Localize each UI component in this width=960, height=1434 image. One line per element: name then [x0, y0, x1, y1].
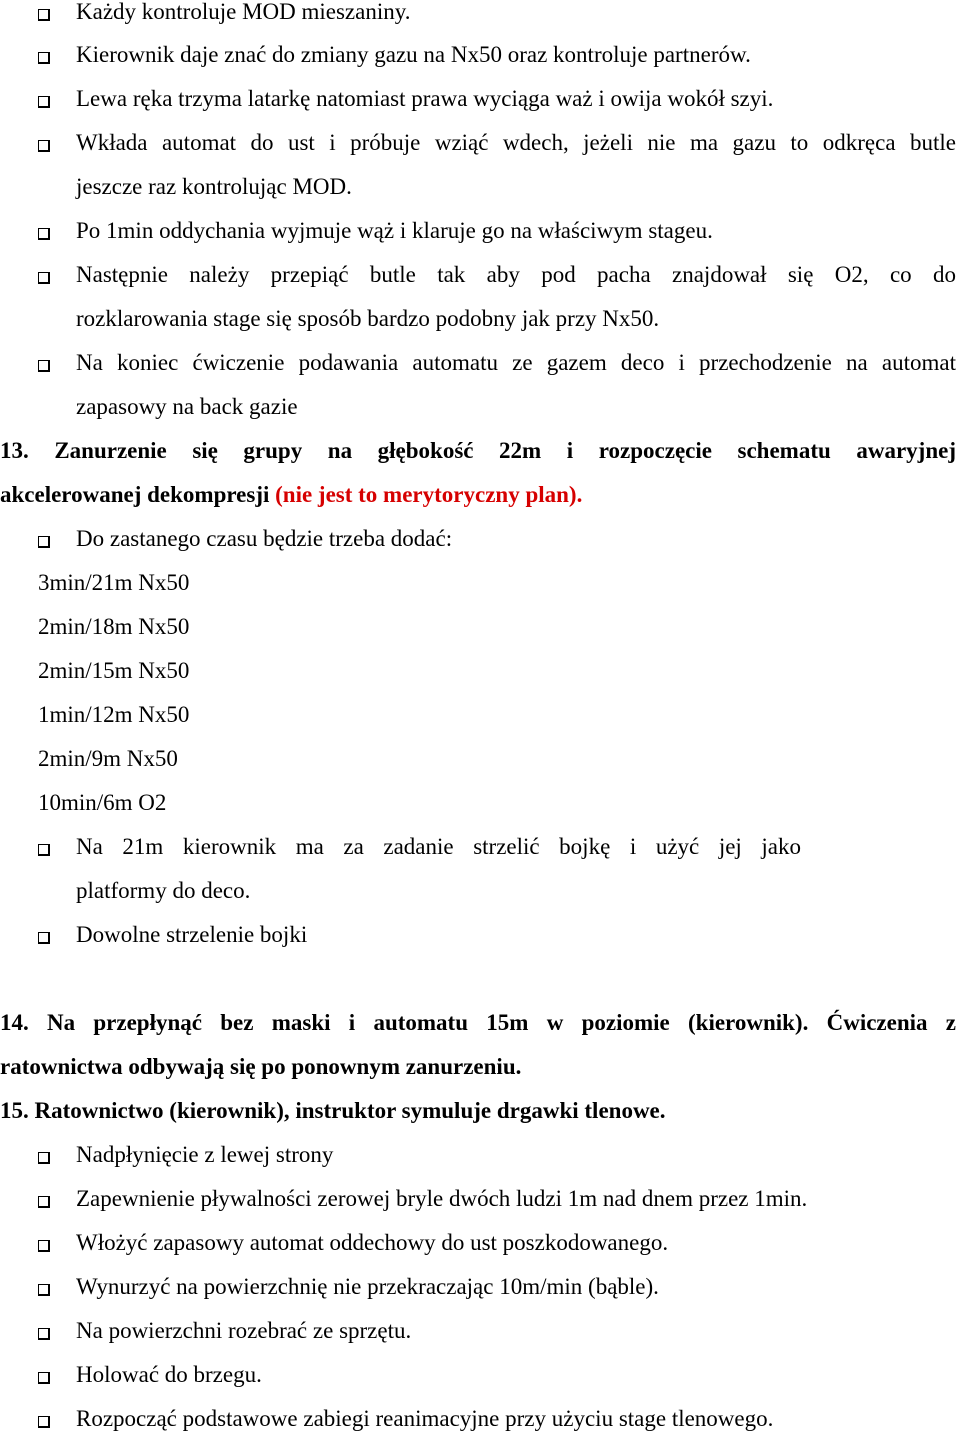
- list-item: Rozpocząć podstawowe zabiegi reanimacyjne przy użyciu stage tlenowego.: [76, 1406, 774, 1431]
- checkbox-bullet-icon: [38, 1284, 50, 1296]
- checkbox-bullet-icon: [38, 1328, 50, 1340]
- list-item: Po 1min oddychania wyjmuje wąż i klaruje go na właściwym stageu.: [76, 218, 713, 243]
- list-item-continuation: rozklarowania stage się sposób bardzo podobny jak przy Nx50.: [76, 306, 660, 331]
- list-item: Do zastanego czasu będzie trzeba dodać:: [76, 526, 453, 551]
- list-item: Na powierzchni rozebrać ze sprzętu.: [76, 1318, 412, 1343]
- deco-stop: 10min/6m O2: [38, 790, 167, 815]
- section-15-heading: 15. Ratownictwo (kierownik), instruktor symuluje drgawki tlenowe.: [0, 1098, 666, 1123]
- checkbox-bullet-icon: [38, 140, 50, 152]
- list-item-continuation: jeszcze raz kontrolując MOD.: [76, 174, 352, 199]
- list-item: Następnie należy przepiąć butle tak aby pod pacha znajdował się O2, co do: [76, 262, 956, 287]
- deco-stop: 2min/18m Nx50: [38, 614, 190, 639]
- list-item-continuation: zapasowy na back gazie: [76, 394, 298, 419]
- checkbox-bullet-icon: [38, 9, 50, 21]
- list-item: Kierownik daje znać do zmiany gazu na Nx50 oraz kontroluje partnerów.: [76, 42, 751, 67]
- checkbox-bullet-icon: [38, 844, 50, 856]
- checkbox-bullet-icon: [38, 1416, 50, 1428]
- checkbox-bullet-icon: [38, 932, 50, 944]
- checkbox-bullet-icon: [38, 536, 50, 548]
- list-item: Nadpłynięcie z lewej strony: [76, 1142, 334, 1167]
- list-item: Na 21m kierownik ma za zadanie strzelić bojkę i użyć jej jako: [76, 834, 801, 859]
- checkbox-bullet-icon: [38, 1152, 50, 1164]
- list-item-continuation: platformy do deco.: [76, 878, 251, 903]
- checkbox-bullet-icon: [38, 360, 50, 372]
- list-item: Lewa ręka trzyma latarkę natomiast prawa wyciąga waż i owija wokół szyi.: [76, 86, 774, 111]
- list-item: Dowolne strzelenie bojki: [76, 922, 308, 947]
- deco-stop: 1min/12m Nx50: [38, 702, 190, 727]
- section-13-heading: 13. Zanurzenie się grupy na głębokość 22m i rozpoczęcie schematu awaryjnej: [0, 438, 956, 463]
- checkbox-bullet-icon: [38, 1240, 50, 1252]
- list-item: Wkłada automat do ust i próbuje wziąć wdech, jeżeli nie ma gazu to odkręca butle: [76, 130, 956, 155]
- list-item: Wynurzyć na powierzchnię nie przekraczając 10m/min (bąble).: [76, 1274, 659, 1299]
- checkbox-bullet-icon: [38, 228, 50, 240]
- list-item: Holować do brzegu.: [76, 1362, 262, 1387]
- list-item: Zapewnienie pływalności zerowej bryle dwóch ludzi 1m nad dnem przez 1min.: [76, 1186, 808, 1211]
- list-item: Każdy kontroluje MOD mieszaniny.: [76, 0, 411, 24]
- checkbox-bullet-icon: [38, 52, 50, 64]
- list-item: Włożyć zapasowy automat oddechowy do ust poszkodowanego.: [76, 1230, 669, 1255]
- checkbox-bullet-icon: [38, 1196, 50, 1208]
- section-13-heading-continuation: akcelerowanej dekompresji (nie jest to merytoryczny plan).: [0, 482, 583, 507]
- list-item: Na koniec ćwiczenie podawania automatu ze gazem deco i przechodzenie na automat: [76, 350, 956, 375]
- deco-stop: 3min/21m Nx50: [38, 570, 190, 595]
- plan-note: (nie jest to merytoryczny plan).: [275, 482, 583, 507]
- checkbox-bullet-icon: [38, 1372, 50, 1384]
- deco-stop: 2min/15m Nx50: [38, 658, 190, 683]
- checkbox-bullet-icon: [38, 272, 50, 284]
- section-14-heading-continuation: ratownictwa odbywają się po ponownym zanurzeniu.: [0, 1054, 522, 1079]
- checkbox-bullet-icon: [38, 96, 50, 108]
- section-14-heading: 14. Na przepłynąć bez maski i automatu 15m w poziomie (kierownik). Ćwiczenia z: [0, 1010, 956, 1035]
- deco-stop: 2min/9m Nx50: [38, 746, 178, 771]
